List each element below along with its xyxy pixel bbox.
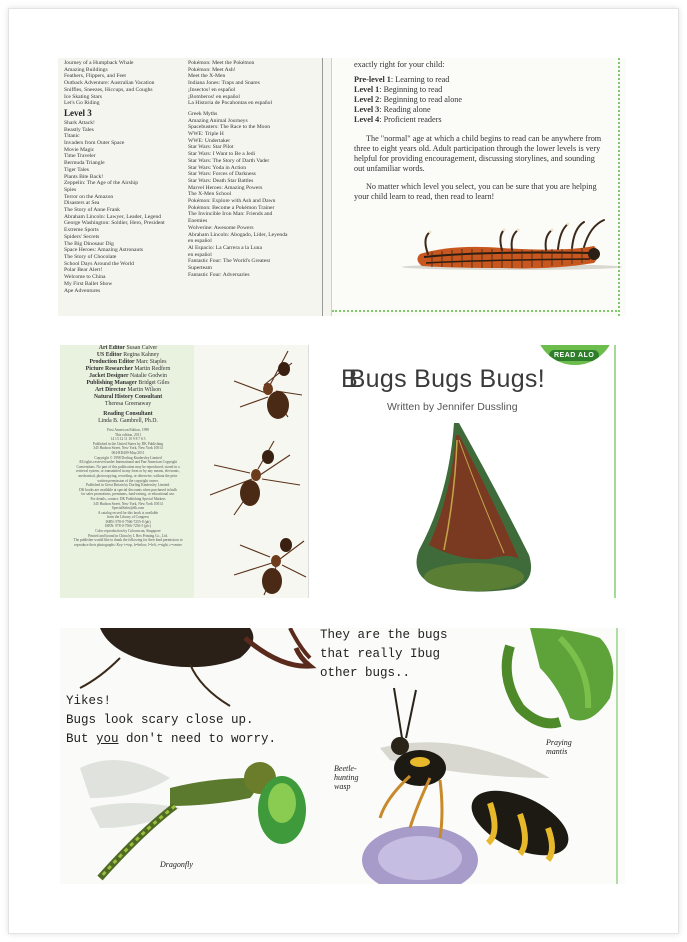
level-description: : Learning to read (390, 75, 450, 84)
book-title-item: Feathers, Flippers, and Feet (64, 73, 126, 80)
book-title-item: George Washington: Soldier, Hero, President (64, 220, 165, 227)
fine-print-line: 004-RD409-May/2011 (111, 450, 145, 455)
book-title-item: Plants Bite Back! (64, 173, 104, 180)
book-title-item: The Story of Chocolate (64, 253, 117, 260)
spread-book-list (58, 58, 626, 316)
book-title-item: Marvel Heroes: Amazing Powers (188, 184, 263, 191)
credit-role: Jacket Designer (89, 373, 129, 379)
book-title-item: Pokémon: Explore with Ash and Dawn (188, 198, 276, 205)
fine-print-line: mechanical, photocopying, recording, or otherwise, without the prior (78, 473, 178, 478)
level-3-heading: Level 3 (64, 107, 92, 118)
level-name: Pre-level 1 (354, 75, 391, 84)
dragonfly-image (80, 760, 306, 878)
book-title-item: Sniffles, Sneezes, Hiccups, and Coughs (64, 86, 153, 93)
book-title-item: Terror on the Amazon (64, 193, 114, 200)
praying-mantis-image (507, 628, 614, 723)
level-name: Level 4 (354, 115, 380, 124)
page-yikes (60, 628, 320, 884)
fine-print-line: written permission of the copyright owner. (97, 478, 159, 483)
credits-block (64, 345, 192, 547)
book-title-item: Bermuda Triangle (64, 160, 105, 167)
book-title-item: Titanic (64, 133, 80, 140)
book-title-item: Ice Skating Stars (64, 93, 102, 100)
book-title-item: ¡Insectos! en español (188, 86, 236, 93)
fine-print-line: reproduce their photographs: Key: t=top, b=below, l=left, r=right, c=center (74, 542, 182, 547)
credit-name: Martin Redfern (134, 366, 171, 372)
book-title-item: Star Wars: The Story of Darth Vader (188, 157, 270, 164)
yikes-line-2: Bugs look scary close up. (66, 713, 254, 727)
book-title-item: Journey of a Humpback Whale (64, 60, 134, 66)
caption-wasp-line-1: Beetle- (334, 764, 357, 773)
page-book-list (58, 58, 332, 316)
fine-print-line: 345 Hudson Street, New York, New York 10014 (93, 501, 163, 506)
book-title-item: Pokémon: Become a Pokémon Trainer (188, 204, 275, 211)
fine-print-line: Published in the United States by DK Publishing (92, 441, 164, 446)
credit-line (64, 366, 192, 373)
book-title-item: Star Wars: Yoda in Action (188, 164, 247, 171)
consultant-role: Natural History Consultant (93, 394, 163, 400)
reading-consultant-role: Reading Consultant (103, 411, 153, 417)
fine-print-line: Printed and bound in China by L Rex Printing Co., Ltd. (88, 533, 168, 538)
book-title-item: Polar Bear Alert! (64, 267, 103, 274)
fine-print-line: 345 Hudson Street, New York, New York 10014 (93, 446, 163, 451)
ants-photo (194, 345, 308, 598)
credit-line (64, 387, 192, 394)
worry-post: don't need to worry. (118, 732, 277, 746)
book-title-item: Wolverine: Awesome Powers (188, 224, 254, 231)
book-title-item: Spacebusters: The Race to the Moon (188, 124, 271, 131)
book-title-item: The Big Dinosaur Dig (64, 240, 114, 247)
fine-print-line: First American Edition, 1998 (107, 428, 149, 432)
credit-name: Martin Wilson (127, 387, 162, 393)
book-title-item: Al Espacio: La Carrera a la Luna (188, 244, 262, 251)
book-title-item: Fantastic Four: The World's Greatest (188, 258, 271, 265)
credit-name: Marc Staples (136, 359, 167, 365)
fine-print-line: SpecialSales@dk.com (111, 506, 145, 511)
book-title-item: Star Wars: I Want to Be a Jedi (188, 151, 256, 158)
fine-print-line: All rights reserved under International and Pan-American Copyright (78, 460, 178, 465)
book-title-item: ¡Bomberos! en español (188, 93, 240, 100)
fine-print-line: from the Library of Congress (106, 515, 150, 520)
book-title-item: Outback Adventure: Australian Vacation (64, 80, 155, 87)
book-title-item: Fantastic Four: Adversaries (188, 271, 250, 278)
book-title-item: Shark Attack! (64, 119, 95, 126)
book-title-item: Beastly Tales (64, 126, 94, 133)
credit-name: Regina Kahney (123, 352, 160, 358)
worry-you: you (96, 732, 119, 746)
fine-print-line: For details, contact: DK Publishing Special Markets (90, 496, 166, 501)
yikes-line-1: Yikes! (66, 694, 112, 708)
reading-consultant-name: Linda B. Gambrell, Ph.D. (98, 418, 158, 424)
book-title-item: La Historia de Pocahontas en español (188, 100, 273, 107)
book-title-item: Space Heroes: Amazing Astronauts (64, 247, 144, 254)
purple-flower-image (362, 826, 478, 884)
fine-print-line: Conventions. No part of this publication may be reproduced, stored in a (76, 464, 180, 469)
caterpillar-image (402, 220, 622, 270)
book-title-item: Zeppelin: The Age of the Airship (64, 180, 138, 187)
yikes-line-3 (66, 730, 276, 749)
book-title-item: Greek Myths (188, 110, 218, 117)
book-title-item: The Invincible Iron Man: Friends and (188, 211, 273, 218)
fine-print-line: DK books are available at special discounts when purchased in bulk (79, 487, 177, 492)
book-title-item: en español (188, 238, 212, 245)
spread-title (60, 345, 625, 598)
they-line-1: They are the bugs (320, 628, 448, 642)
level-description: : Proficient readers (379, 115, 442, 124)
book-list-column-1 (64, 60, 188, 294)
book-title-item: Star Wars: Death Star Battles (188, 177, 254, 184)
page-ants-photo (194, 345, 308, 598)
credit-role: Production Editor (89, 359, 135, 365)
paragraph-normal-age: The "normal" age at which a child begins to read can be anywhere from three to eight years old. Adult participation through the lower levels is very helpful for providing encouragement, discussing storylines, and sounding out unfamiliar words. (354, 134, 602, 173)
book-title-item: Superteam (188, 265, 212, 272)
book-title-item: en español (188, 251, 212, 258)
worry-pre: But (66, 732, 97, 746)
credit-name: Susan Calver (126, 345, 158, 351)
book-title-item: Abraham Lincoln: Abogado, Líder, Leyenda (188, 231, 288, 238)
book-title-item: Amazing Animal Journeys (188, 117, 248, 124)
consultant-name: Theresa Greenaway (104, 401, 152, 407)
level-description: : Reading alone (379, 105, 431, 114)
book-title-item: Ape Adventures (64, 287, 101, 294)
fine-print-line: The publisher would like to thank the following for their kind permission to (73, 538, 183, 543)
level-name: Level 1 (354, 85, 380, 94)
fine-print-line: Published in Great Britain by Dorling Kindersley Limited. (85, 483, 171, 488)
intro-line: exactly right for your child: (354, 60, 445, 69)
book-title-item: School Days Around the World (64, 260, 134, 267)
they-line-3: other bugs.. (320, 666, 411, 680)
caterpillar-illustration (332, 58, 626, 316)
credit-name: Natalie Godwin (130, 373, 167, 379)
caption-mantis-line-1: Praying (546, 738, 572, 747)
book-title-item: Star Wars: Star Pilot (188, 144, 234, 151)
caption-beetle-hunting-wasp (334, 764, 358, 791)
book-title-item: Time Traveler (64, 153, 96, 160)
credit-name: Bridget Giles (138, 380, 170, 386)
book-title-item: Enemies (188, 218, 208, 225)
thornbug-photo (309, 345, 625, 598)
book-title-item: WWE: Triple H (188, 131, 224, 138)
paragraph-no-matter: No matter which level you select, you can be sure that you are helping your child learn to read, then read to learn! (354, 182, 597, 201)
book-title-item: The Story of Anne Frank (64, 207, 120, 214)
level-name: Level 2 (354, 95, 380, 104)
book-title-item: Amazing Buildings (64, 66, 108, 73)
book-title-item: Pokémon: Meet Ash! (188, 66, 236, 73)
spread-scary-bugs (60, 628, 625, 884)
book-title-item: Movie Magic (64, 146, 95, 153)
fine-print-line: 14 13 12 11 10 9 8 7 6 5 (110, 437, 146, 442)
dotted-border-bottom (332, 310, 620, 312)
dotted-border-right (618, 58, 620, 316)
credit-line (64, 380, 192, 387)
book-title-item: Spies (64, 186, 77, 193)
fine-print-line: ISBN: 978-0-7566-7256-5 (plc) (105, 524, 151, 529)
fine-print-line: retrieval system, or transmitted in any form or by any means, electronic, (76, 469, 180, 474)
book-title-item: Let's Go Riding (64, 100, 100, 107)
credit-role: Art Editor (98, 345, 126, 351)
book-title-item: Abraham Lincoln: Lawyer, Leader, Legend (64, 213, 162, 220)
book-title-item: The X-Men School (188, 191, 232, 198)
fine-print-line: Copyright © 1998 Dorling Kindersley Limited (94, 455, 162, 460)
book-title-item: Star Wars: Forces of Darkness (188, 171, 256, 178)
fine-print-line: ISBN: 978-0-7566-7255-8 (pb) (105, 519, 151, 524)
credit-role: Publishing Manager (86, 380, 137, 386)
book-title-item: Invaders from Outer Space (64, 140, 125, 147)
book-title-item: Meet the X-Men (188, 73, 226, 80)
book-title-item: Spiders' Secrets (64, 233, 100, 240)
fine-print-line: Color reproduction by Colourscan, Singapore (95, 529, 161, 534)
they-are-the-bugs-text (320, 628, 448, 683)
credit-line (64, 345, 192, 352)
book-list-column-2 (188, 60, 318, 279)
page-credits (60, 345, 194, 598)
page-title (308, 345, 625, 598)
caption-dragonfly: Dragonfly (160, 860, 193, 869)
credit-role: Art Director (94, 387, 126, 393)
book-title-item: Welcome to China (64, 274, 106, 281)
title-text: Bugs Bugs Bugs! (348, 365, 545, 393)
book-author: Written by Jennifer Dussling (387, 401, 518, 413)
level-name: Level 3 (354, 105, 380, 114)
book-title-item: WWE: Undertaker (188, 137, 231, 144)
book-title-item: Tiger Tales (64, 166, 89, 173)
credit-line (64, 352, 192, 359)
book-title-item: My First Ballet Show (64, 280, 113, 287)
page-reading-levels (332, 58, 626, 316)
fine-print-line: This edition, 2011 (114, 432, 142, 437)
beetle-and-dragonfly-photo (60, 628, 320, 884)
credit-line (64, 373, 192, 380)
book-title-item: Disasters at Sea (64, 200, 100, 207)
caption-wasp-line-3: wasp (334, 782, 351, 791)
copyright-fine-print (64, 428, 192, 547)
caption-praying-mantis (546, 738, 572, 756)
fine-print-line: for sales promotions, premiums, fund-raising, or educational use. (81, 492, 175, 497)
badge-label: READ ALO (549, 350, 599, 361)
caption-mantis-line-2: mantis (546, 747, 568, 756)
book-title-item: Pokémon: Meet the Pokémon (188, 60, 255, 66)
credit-role: US Editor (96, 352, 122, 358)
spine-shadow (322, 58, 323, 316)
credit-role: Picture Researcher (85, 366, 133, 372)
title-prefix: B (341, 365, 349, 393)
level-description: : Beginning to read (379, 85, 443, 94)
level-description: : Beginning to read alone (379, 95, 463, 104)
page-bugs-bug-bugs (320, 628, 625, 884)
book-title-item: Extreme Sports (64, 227, 99, 234)
caption-wasp-line-2: hunting (334, 773, 359, 782)
they-line-2: that really Ibug (320, 647, 441, 661)
book-title-item: Indiana Jones: Traps and Snares (188, 80, 260, 87)
yikes-text (66, 692, 276, 749)
fine-print-line: A catalog record for this book is available (97, 510, 159, 515)
credit-line (64, 359, 192, 366)
